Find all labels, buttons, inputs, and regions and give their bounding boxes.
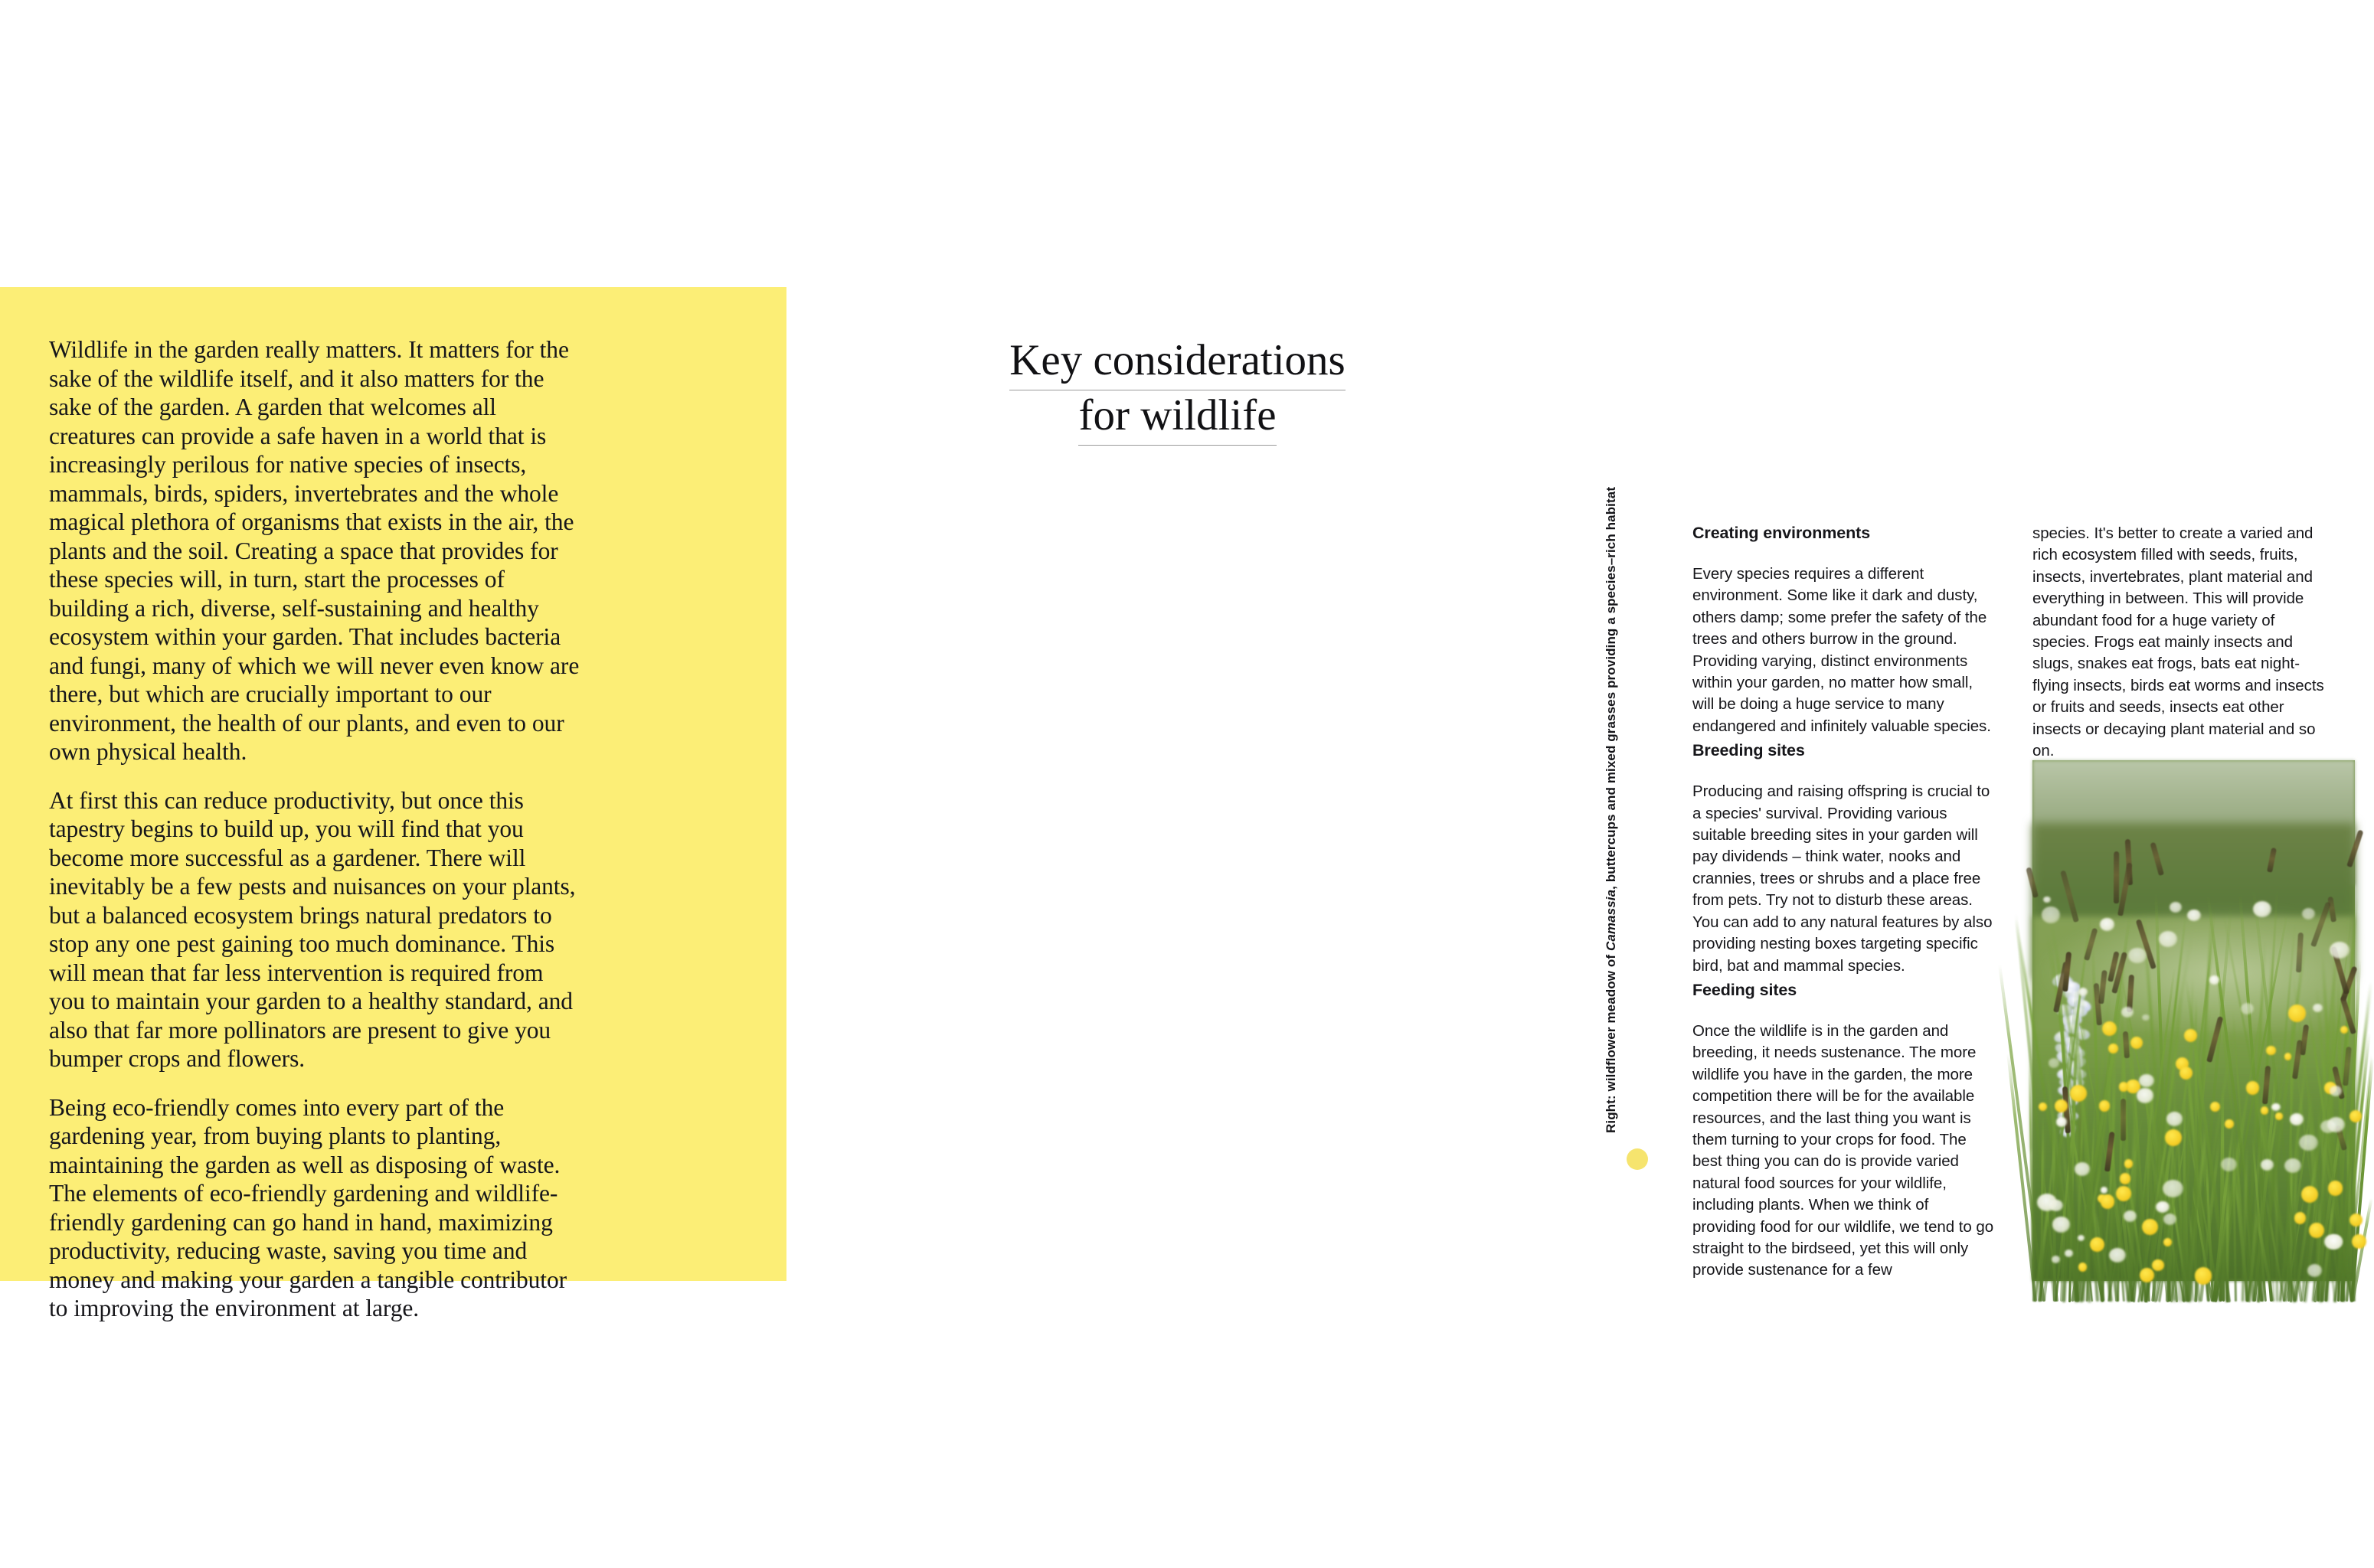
photo-grass-seedhead <box>2121 1099 2126 1141</box>
photo-white-flower <box>2187 910 2201 921</box>
photo-white-flower <box>2056 1117 2068 1127</box>
photo-buttercup-flower <box>2309 1223 2324 1238</box>
photo-white-flower <box>2052 1256 2060 1263</box>
photo-white-flower <box>2042 906 2061 923</box>
photo-white-flower <box>2307 1264 2322 1277</box>
photo-white-flower <box>2159 931 2177 947</box>
photo-grass-blade <box>2274 1160 2278 1302</box>
photo-white-flower <box>2139 1074 2154 1087</box>
photo-buttercup-flower <box>2101 1194 2114 1208</box>
photo-buttercup-flower <box>2275 1112 2282 1119</box>
photo-white-flower <box>2078 1235 2085 1241</box>
photo-white-flower <box>2128 948 2147 963</box>
photo-buttercup-flower <box>2116 1186 2132 1202</box>
section-body-creating-environments: Every species requires a different environment. Some like it dark and dusty, others damp; some prefer the safety of the trees and others burrow in the ground. Providing varying, distinct environments within your garden, no matter how small, will be doing a huge service to many endangered and infinitely valuable species. <box>1692 565 1991 735</box>
section-body-breeding-sites: Producing and raising offspring is crucial to a species' survival. Providing various suitable breeding sites in your garden will pay dividends – think water, nooks and crannies, trees or shrubs and a place free from pets. Try not to disturb these areas. You can add to any natural features by also providing nesting boxes targeting specific bird, bat and mammal species. <box>1692 782 1993 975</box>
photo-white-flower <box>2078 988 2088 996</box>
photo-white-flower <box>2327 1235 2343 1249</box>
photo-white-flower <box>2049 1058 2059 1068</box>
photo-white-flower <box>2163 1180 2183 1197</box>
photo-white-flower <box>2261 1159 2274 1171</box>
photo-white-flower <box>2101 1187 2108 1193</box>
photo-white-flower <box>2284 1158 2301 1173</box>
section-creating-environments <box>1692 523 1994 737</box>
photo-buttercup-flower <box>2294 1212 2307 1224</box>
section-breeding-sites <box>1692 740 1994 977</box>
photo-buttercup-flower <box>2070 1085 2087 1102</box>
intro-paragraph-1: Wildlife in the garden really matters. It matters for the sake of the wildlife itself, and it also matters for the sake of the garden. A garden that welcomes all creatures can provide a safe haven in a world that is increasingly perilous for native species of insects, mammals, birds, spiders, invertebrates and the whole magical plethora of organisms that exists in the air, the plants and the soil. Creating a space that provides for these species will, in turn, start the processes of building a rich, diverse, self-sustaining and healthy ecosystem within your garden. That includes bacteria and fungi, many of which we will never even know are there, but which are crucially important to our environment, the health of our plants, and even to our own physical health. <box>49 336 580 765</box>
photo-buttercup-flower <box>2349 1110 2362 1122</box>
section-heading-feeding-sites: Feeding sites <box>1692 980 1797 999</box>
photo-buttercup-flower <box>2195 1267 2212 1284</box>
photo-white-flower <box>2299 1135 2318 1151</box>
photo-white-flower <box>2037 1194 2057 1211</box>
photo-buttercup-flower <box>2301 1186 2318 1203</box>
photo-buttercup-flower <box>2090 1237 2104 1252</box>
photo-buttercup-flower <box>2352 1234 2366 1249</box>
photo-white-flower <box>2327 1117 2345 1132</box>
photo-buttercup-flower <box>2261 1106 2268 1114</box>
photo-white-flower <box>2109 1248 2126 1263</box>
caption-suffix: , buttercups and mixed grasses providing a species–rich habitat <box>1604 486 1618 890</box>
body-column-right <box>2032 523 2334 762</box>
intro-paragraph-2: At first this can reduce productivity, but once this tapestry begins to build up, you will find that you become more successful as a gardener. There will inevitably be a few pests and nuisances on your plants, but a balanced ecosystem brings natural predators to stop any one pest gaining too much dominance. This will mean that far less intervention is required from you to maintain your garden to a healthy standard, and also that far more pollinators are present to give you bumper crops and flowers. <box>49 786 576 1072</box>
caption-prefix: Right: wildflower meadow of <box>1604 951 1618 1133</box>
page-title-line-2: for wildlife <box>786 390 1568 446</box>
section-heading-creating-environments: Creating environments <box>1692 524 1871 542</box>
section-body-feeding-sites: Once the wildlife is in the garden and breeding, it needs sustenance. The more wildlife you have in the garden, the more competition there will be for the available resources, and the last thing you want is them turning to your crops for food. The best thing you can do is provide varied natural food sources for your wildlife, including plants. When we think of providing food for our wildlife, we tend to go straight to the birdseed, yet this will only provide sustenance for a few <box>1692 1021 1994 1279</box>
photo-caption-vertical <box>1604 398 1650 1133</box>
photo-buttercup-flower <box>2328 1181 2343 1196</box>
photo-buttercup-flower <box>2225 1119 2234 1129</box>
photo-white-flower <box>2052 1217 2070 1232</box>
caption-italic-species: Camassia <box>1604 889 1618 952</box>
photo-buttercup-flower <box>2184 1029 2197 1042</box>
photo-white-flower <box>2124 1210 2137 1222</box>
section-feeding-sites <box>1692 980 1994 1282</box>
photo-grass-seedhead <box>2114 851 2119 903</box>
photo-white-flower <box>2100 918 2114 930</box>
photo-white-flower <box>2075 1162 2091 1176</box>
photo-grass-blade <box>2195 996 2196 1302</box>
section-body-continuation: species. It's better to create a varied and rich ecosystem filled with seeds, fruits, insects, invertebrates, plant material and everything in between. This will provide abundant food for a huge variety of species. Frogs eat mainly insects and slugs, snakes eat frogs, bats eat night-flying insects, birds eat worms and insects or fruits and seeds, insects eat other insects or decaying plant material and so on. <box>2032 524 2324 760</box>
photo-buttercup-flower <box>2119 1082 2129 1092</box>
caption-bullet-dot-icon <box>1627 1148 1648 1170</box>
photo-buttercup-flower <box>2179 1067 2193 1080</box>
photo-buttercup-flower <box>2152 1259 2163 1271</box>
photo-white-flower <box>2313 1004 2323 1012</box>
photo-buttercup-flower <box>2246 1081 2259 1094</box>
photo-buttercup-flower <box>2288 1004 2306 1022</box>
wildflower-meadow-photo <box>2032 760 2355 1281</box>
intro-paragraph-3: Being eco-friendly comes into every part of the gardening year, from buying plants to planting, maintaining the garden as well as disposing of waste. The elements of eco-friendly gardening and wildlife-friendly gardening can go hand in hand, maximizing productivity, reducing waste, saving you time and money and making your garden a tangible contributor to improving the environment at large. <box>49 1093 567 1321</box>
photo-buttercup-flower <box>2124 1159 2134 1168</box>
photo-buttercup-flower <box>2130 1037 2143 1049</box>
photo-white-flower <box>2170 902 2182 913</box>
photo-buttercup-flower <box>2165 1129 2182 1146</box>
photo-buttercup-flower <box>2120 1173 2130 1184</box>
photo-caption-text <box>1604 487 1619 1133</box>
photo-buttercup-flower <box>2055 1099 2068 1112</box>
photo-white-flower <box>2156 1201 2170 1213</box>
photo-buttercup-flower <box>2266 1046 2276 1056</box>
section-heading-breeding-sites: Breeding sites <box>1692 741 1805 760</box>
photo-white-flower <box>2209 975 2219 984</box>
photo-buttercup-flower <box>2349 1214 2363 1227</box>
photo-white-flower <box>2137 1088 2153 1102</box>
page-title <box>786 335 1568 446</box>
photo-buttercup-flower <box>2284 1053 2292 1060</box>
left-page-yellow-panel <box>0 287 786 1321</box>
right-page <box>786 0 2324 1568</box>
body-column-left <box>1692 523 1994 1285</box>
photo-white-flower <box>2302 908 2315 920</box>
photo-white-flower <box>2142 1014 2149 1021</box>
left-page-body-text <box>49 335 585 1323</box>
photo-buttercup-flower <box>2108 1044 2118 1054</box>
page-title-line-1: Key considerations <box>786 335 1568 390</box>
photo-buttercup-flower <box>2099 1100 2111 1112</box>
